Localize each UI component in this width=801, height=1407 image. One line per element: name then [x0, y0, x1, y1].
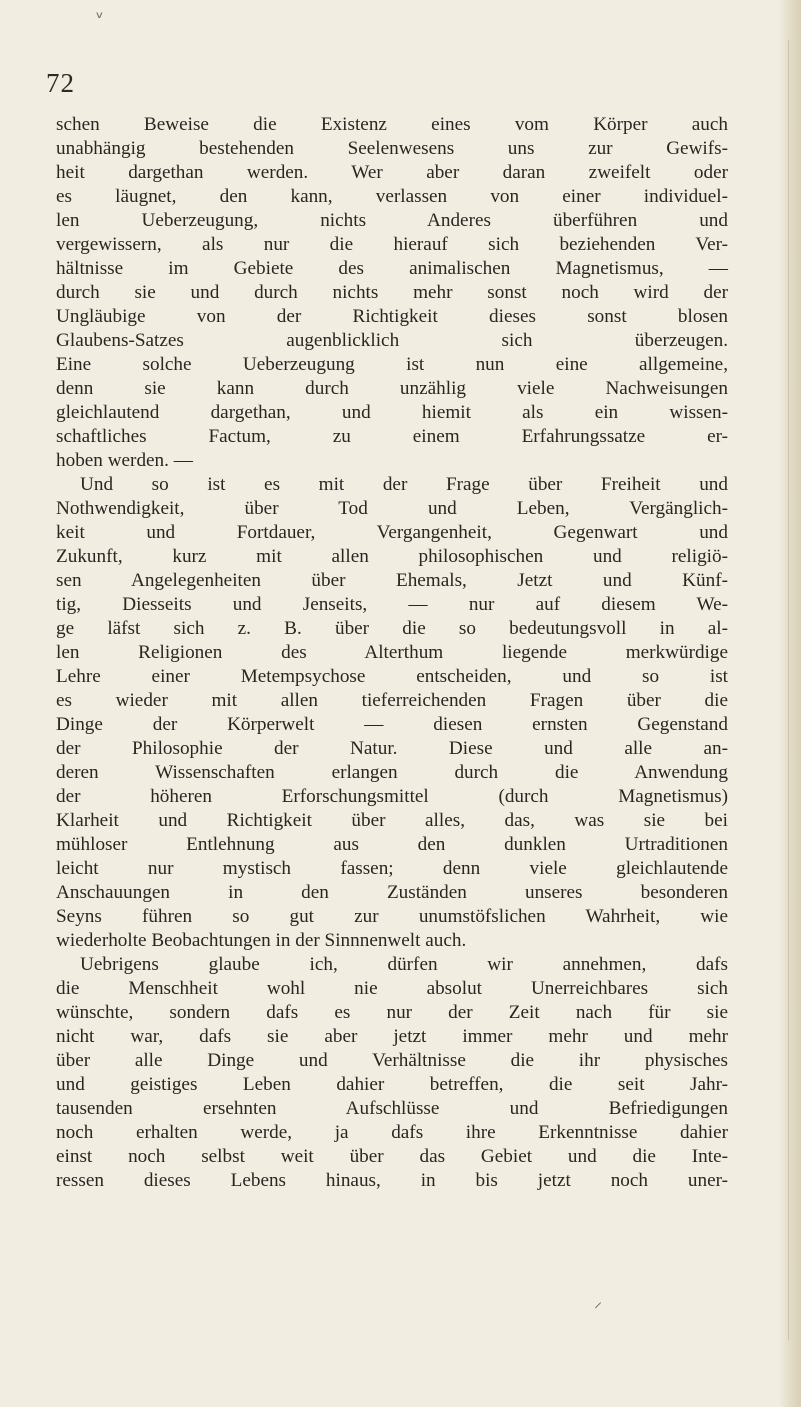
text-line: Anschauungen in den Zuständen unseres besonderen [56, 882, 728, 903]
text-line: Seyns führen so gut zur unumstöfslichen Wahrheit, wie [56, 906, 728, 927]
text-line: und geistiges Leben dahier betreffen, die seit Jahr- [56, 1074, 728, 1095]
body-text [56, 113, 728, 1193]
page-edge-shadow [779, 0, 801, 1407]
text-line: wünschte, sondern dafs es nur der Zeit nach für sie [56, 1002, 728, 1023]
text-line: über alle Dinge und Verhältnisse die ihr physisches [56, 1050, 728, 1071]
text-line: nicht war, dafs sie aber jetzt immer mehr und mehr [56, 1026, 728, 1047]
text-line: die Menschheit wohl nie absolut Unerreichbares sich [56, 978, 728, 999]
text-line: mühloser Entlehnung aus den dunklen Urtraditionen [56, 834, 728, 855]
text-line: durch sie und durch nichts mehr sonst noch wird der [56, 282, 728, 303]
text-line: hoben werden. — [56, 450, 193, 471]
text-line: wiederholte Beobachtungen in der Sinnnenwelt auch. [56, 930, 467, 951]
ink-mark-bottom: ⸝ [594, 1292, 603, 1311]
text-line: Eine solche Ueberzeugung ist nun eine allgemeine, [56, 354, 728, 375]
text-line: Glaubens-Satzes augenblicklich sich überzeugen. [56, 330, 728, 351]
text-line: sen Angelegenheiten über Ehemals, Jetzt und Künf- [56, 570, 728, 591]
text-line: ressen dieses Lebens hinaus, in bis jetzt noch uner- [56, 1170, 728, 1191]
text-line: Dinge der Körperwelt — diesen ernsten Gegenstand [56, 714, 728, 735]
text-line: Und so ist es mit der Frage über Freiheit und [80, 474, 728, 495]
text-line: noch erhalten werde, ja dafs ihre Erkenntnisse dahier [56, 1122, 728, 1143]
ink-mark-top: ᵛ [96, 8, 104, 29]
text-line: leicht nur mystisch fassen; denn viele gleichlautende [56, 858, 728, 879]
text-line: der Philosophie der Natur. Diese und alle an- [56, 738, 728, 759]
text-line: schen Beweise die Existenz eines vom Körper auch [56, 114, 728, 135]
text-line: heit dargethan werden. Wer aber daran zweifelt oder [56, 162, 728, 183]
text-line: es wieder mit allen tieferreichenden Fragen über die [56, 690, 728, 711]
text-line: ge läfst sich z. B. über die so bedeutungsvoll in al- [56, 618, 728, 639]
text-line: len Ueberzeugung, nichts Anderes überführen und [56, 210, 728, 231]
text-line: der höheren Erforschungsmittel (durch Magnetismus) [56, 786, 728, 807]
text-line: len Religionen des Alterthum liegende merkwürdige [56, 642, 728, 663]
text-line: Zukunft, kurz mit allen philosophischen und religiö- [56, 546, 728, 567]
text-line: einst noch selbst weit über das Gebiet und die Inte- [56, 1146, 728, 1167]
text-line: deren Wissenschaften erlangen durch die Anwendung [56, 762, 728, 783]
text-line: hältnisse im Gebiete des animalischen Magnetismus, — [56, 258, 728, 279]
text-line: Klarheit und Richtigkeit über alles, das, was sie bei [56, 810, 728, 831]
text-line: Ungläubige von der Richtigkeit dieses sonst blosen [56, 306, 728, 327]
page-number: 72 [46, 68, 75, 98]
text-line: denn sie kann durch unzählig viele Nachweisungen [56, 378, 728, 399]
text-line: tig, Diesseits und Jenseits, — nur auf diesem We- [56, 594, 728, 615]
text-line: vergewissern, als nur die hierauf sich beziehenden Ver- [56, 234, 728, 255]
text-line: keit und Fortdauer, Vergangenheit, Gegenwart und [56, 522, 728, 543]
text-line: Nothwendigkeit, über Tod und Leben, Vergänglich- [56, 498, 728, 519]
text-line: Lehre einer Metempsychose entscheiden, und so ist [56, 666, 728, 687]
text-line: tausenden ersehnten Aufschlüsse und Befriedigungen [56, 1098, 728, 1119]
text-line: Uebrigens glaube ich, dürfen wir annehmen, dafs [80, 954, 728, 975]
text-line: gleichlautend dargethan, und hiemit als ein wissen- [56, 402, 728, 423]
text-line: es läugnet, den kann, verlassen von einer individuel- [56, 186, 728, 207]
text-line: unabhängig bestehenden Seelenwesens uns zur Gewifs- [56, 138, 728, 159]
text-line: schaftliches Factum, zu einem Erfahrungssatze er- [56, 426, 728, 447]
page-edge-line [788, 40, 789, 1340]
